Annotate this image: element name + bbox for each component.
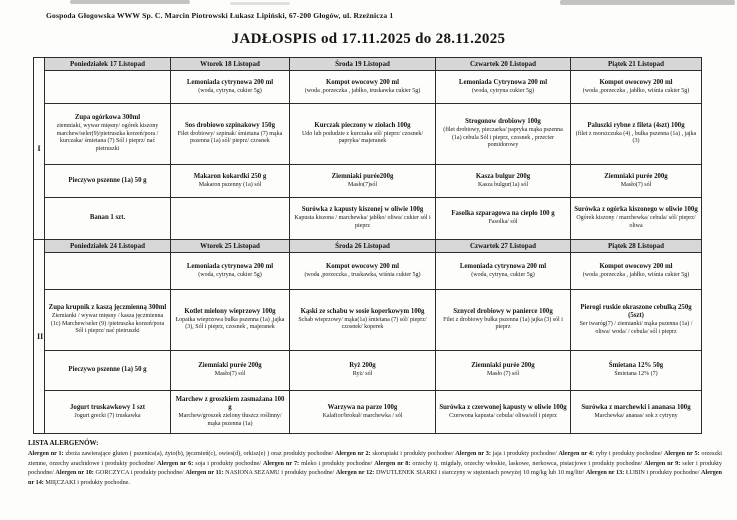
day-header-row	[34, 58, 702, 71]
dish-ingredients: Ryż/ sól	[352, 371, 373, 378]
main-dish-row	[34, 290, 702, 351]
dish-ingredients: Masło(7) sól	[214, 371, 246, 378]
page-title: JADŁOSPIS od 17.11.2025 do 28.11.2025	[231, 31, 506, 47]
day-header-monday: Poniedziałek 24 Listopad	[45, 240, 171, 253]
menu-cell	[171, 290, 290, 351]
dish-title: Banan 1 szt.	[89, 214, 126, 222]
dish-ingredients: Makaron pszenny (1a) sól	[198, 181, 262, 188]
dish-ingredients: (filet drobiowy, pieczarka/ papryka mąka pszenna (1a) cebula Sól i pieprz, czosnek , przecier pomidorowy	[443, 126, 563, 149]
dish-title: Makaron kokardki 250 g	[193, 172, 267, 180]
allergens-paragraph	[28, 449, 722, 487]
dish-title: Lemoniada cytrynowa 200 ml	[186, 78, 274, 86]
menu-cell	[290, 165, 436, 198]
dish-ingredients: Udo lub podudzie z kurczaka sól/ pieprz/ czosnek/ papryka/ majeranek	[301, 130, 424, 145]
allergen-text: orzechy tj. migdały, orzechy włoskie, laskowe, nerkowca, pistacjowe i produkty pochodne/	[410, 459, 645, 467]
dish-ingredients: (woda, cytryna cukier 5g)	[472, 87, 534, 94]
menu-cell	[571, 71, 702, 104]
allergen-label: Alergen nr 12:	[335, 469, 375, 477]
scan-artifact	[230, 2, 290, 5]
menu-cell	[571, 391, 702, 434]
dish-title: Sos drobiowo szpinakowy 150g	[185, 121, 275, 129]
dish-title: Sznycel drobiowy w panierce 100g	[453, 307, 553, 315]
allergen-label: Alergen nr 10:	[55, 469, 94, 477]
allergen-text: seler i produkty pochodne/	[28, 459, 722, 477]
dish-title: Ryż 200g	[349, 362, 376, 370]
allergen-text: DWUTLENEK SIARKI i siarczyny w stężeniach powyżej 10 mg/kg lub 10 mg/litr/	[374, 469, 586, 477]
allergens-heading: LISTA ALERGENÓW:	[28, 439, 99, 447]
allergen-label: Alergen nr 6:	[157, 459, 194, 467]
menu-table	[33, 57, 702, 434]
menu-cell	[571, 290, 702, 351]
dish-ingredients: Fasolka/ sól	[488, 219, 518, 226]
dish-title: Pieczywo pszenne (1a) 50 g	[68, 366, 147, 374]
dish-ingredients: Filet drobiowy/ szpinak/ śmietana (7) mąka pszenna (1a) sól/ pieprz/ czosnek	[177, 130, 283, 145]
dish-ingredients: Masło(7)sól	[348, 181, 377, 188]
dish-ingredients: Kapusta kiszona / marchewka/ jabłko/ oliwa/ cukier sól i pieprz	[294, 215, 431, 229]
dish-ingredients: Marchew/groszek zielony tłuszcz roślinny/ mąka pszenna (1a)	[178, 413, 282, 427]
day-header-wednesday: Środa 19 Listopad	[290, 58, 436, 71]
menu-cell	[45, 104, 171, 165]
menu-cell	[45, 391, 171, 434]
menu-cell	[290, 351, 436, 391]
dish-title: Ziemniaki purée 200g	[471, 362, 535, 370]
dish-ingredients: ziemniaki, wywar mięsny/ ogórek kiszony marchew/seler(9)/pietruszka korzeń/pora / kurczaka/ śmietana (7) Sól i pieprz/ nać pietruszki	[56, 123, 159, 153]
allergen-text: ryby i produkty pochodne/	[594, 450, 664, 457]
menu-cell	[436, 351, 571, 391]
dish-ingredients: Kalafior/brokuł/ marchewka / sól	[322, 412, 403, 419]
scan-artifact	[560, 0, 735, 5]
side-dish-row	[34, 351, 702, 391]
menu-cell	[571, 253, 702, 290]
dish-ingredients: Filet z drobiowy bułka pszenna (1a) jajka (3) sól i pieprz	[443, 316, 563, 331]
dish-title: Śmietana 12% 50g	[608, 362, 664, 370]
menu-cell	[290, 71, 436, 104]
menu-cell	[290, 253, 436, 290]
dish-title: Lemoniada Cytrynowa 200 ml	[458, 78, 548, 86]
dish-ingredients: Ziemianki / wywar mięsny / kasza jęczmienna (1c) Marchew/seler (9) /pietruszka korzeń/pora Sól i pieprz/ nać pietruszki	[50, 312, 165, 335]
dish-ingredients: Marchewka/ ananas/ sok z cytryny	[594, 412, 678, 419]
allergen-label: Alergen nr 7:	[262, 459, 300, 467]
dish-ingredients: Ogórek kiszony / marchewka/ cebula/ sól/ pieprz/ oliwa	[576, 215, 696, 229]
dish-title: Jogurt truskawkowy 1 szt	[70, 403, 145, 411]
dish-title: Pierogi ruskie okraszone cebulką 250g (5szt)	[580, 303, 692, 320]
dish-ingredients: Masło(7) sól	[620, 181, 652, 188]
dish-ingredients: Śmietana 12% (7)	[614, 371, 658, 378]
menu-cell	[171, 391, 290, 434]
dish-title: Ziemniaki purée 200g	[604, 172, 668, 180]
dish-title: Lemoniada cytrynowa 200 ml	[186, 262, 274, 270]
allergen-text: NASIONA SEZAMU i produkty pochodne/	[223, 469, 336, 477]
day-header-thursday: Czwartek 20 Listopad	[436, 58, 571, 71]
dish-ingredients: Jogurt grecki (7) truskawka	[74, 412, 141, 419]
week-1	[34, 58, 702, 240]
allergen-text: GORCZYCA i produkty pochodne/	[93, 469, 186, 477]
salad-dessert-row	[34, 391, 702, 434]
menu-cell	[436, 391, 571, 434]
dish-title: Ziemniaki purée200g	[331, 172, 394, 180]
menu-cell	[171, 198, 290, 240]
dish-ingredients: Kasza bulgur(1a) sól	[478, 181, 528, 188]
menu-cell	[45, 290, 171, 351]
allergen-text: orzeszki ziemne, orzechy arachidowe i produkty pochodne/	[28, 450, 722, 467]
menu-cell	[571, 351, 702, 391]
dish-title: Surówka z marchewki i ananasa 100g	[581, 403, 691, 411]
menu-cell	[571, 104, 702, 165]
dish-title: Surówka z ogórka kiszonego w oliwie 100g	[574, 206, 698, 214]
menu-cell	[436, 290, 571, 351]
dish-title: Marchew z groszkiem zasmażana 100 g	[175, 395, 285, 412]
day-header-monday: Poniedziałek 17 Listopad	[45, 58, 171, 71]
dish-title: Kasza bulgur 200g	[475, 172, 531, 180]
allergen-text: mleko i produkty pochodne/	[299, 459, 375, 467]
week-label: I	[34, 58, 45, 240]
dish-ingredients: Łopatka wieprzowa bułka pszenna (1a) ,jajka (3), Sól i pieprz, czosnek , majeranek	[175, 316, 285, 331]
menu-cell	[571, 198, 702, 240]
menu-cell	[45, 71, 171, 104]
main-dish-row	[34, 104, 702, 165]
dish-ingredients: Czerwona kapusta/ cebula/ oliwa/sól i pieprz	[449, 412, 557, 419]
scan-artifact	[70, 0, 190, 4]
day-header-thursday: Czwartek 27 Listopad	[436, 240, 571, 253]
allergen-text: jaja i produkty pochodne/	[490, 450, 559, 457]
allergen-section	[28, 439, 722, 487]
dish-title: Pieczywo pszenne (1a) 50 g	[68, 176, 147, 184]
menu-cell	[290, 198, 436, 240]
dish-ingredients: Ser twaróg(7) / ziemianki/ mąka pszenna (1a) / oliwa/ woda/ / cebula/ sól i pieprz	[579, 321, 693, 335]
menu-cell	[571, 165, 702, 198]
day-header-friday: Piątek 28 Listopad	[571, 240, 702, 253]
dish-ingredients: (woda ,porzeczka , jabłko, truskawka cukier 5g)	[304, 87, 421, 94]
dish-ingredients: (filet z morszczuka (4) , bułka pszenna (1a) , jajka (3)	[575, 130, 697, 145]
allergen-label: Alergen nr 5:	[663, 450, 700, 457]
week-2	[34, 240, 702, 434]
menu-cell	[290, 104, 436, 165]
menu-cell	[171, 165, 290, 198]
side-dish-row	[34, 165, 702, 198]
dish-title: Kompot owocowy 200 ml	[325, 262, 400, 270]
day-header-tuesday: Wtorek 25 Listopad	[171, 240, 290, 253]
menu-cell	[290, 290, 436, 351]
allergen-label: Alergen nr 8:	[374, 459, 411, 467]
allergen-label: Alergen nr 3:	[455, 450, 491, 457]
dish-title: Zupa ogórkowa 300ml	[74, 114, 141, 122]
allergen-text: zboża zawierające gluten ( pszenica(a), żyto(b), jęczmień(c), owies(d), orkisz(e) ) oraz produkty pochodne/	[63, 450, 335, 457]
day-header-tuesday: Wtorek 18 Listopad	[171, 58, 290, 71]
dish-title: Strogonow drobiowy 100g	[465, 118, 541, 126]
day-header-row	[34, 240, 702, 253]
dish-title: Warzywa na parze 100g	[327, 403, 398, 411]
dish-title: Kurczak pieczony w ziołach 100g	[314, 121, 411, 129]
dish-ingredients: Masło (7) sól	[487, 371, 519, 378]
day-header-wednesday: Środa 26 Listopad	[290, 240, 436, 253]
dish-ingredients: (woda, cytryna, cukier 5g)	[198, 271, 262, 278]
dish-ingredients: (woda, cytryna, cukier 5g)	[471, 271, 535, 278]
dish-title: Paluszki rybne z fileta (4szt) 100g	[587, 121, 685, 129]
allergen-label: Alergen nr 9:	[644, 459, 681, 467]
menu-cell	[171, 104, 290, 165]
allergen-label: Alergen nr 11:	[185, 469, 224, 477]
dish-title: Kompot owocowy 200 ml	[599, 78, 673, 86]
dish-ingredients: (woda ,porzeczka , truskawka, wiśnia cukier 5g)	[304, 271, 421, 278]
dish-ingredients: (woda ,porzeczka , jabłko, wiśnia cukier 5g)	[582, 87, 690, 94]
dish-title: Kompot owocowy 200 ml	[325, 78, 400, 86]
dish-title: Kotlet mielony wieprzowy 100g	[184, 307, 276, 315]
dish-ingredients: Schab wieprzowy/ mąka(1a) śmietana (7) sól/ pieprz/ czosnek/ koperek	[298, 316, 427, 331]
menu-cell	[436, 165, 571, 198]
company-address-line: Gospoda Głogowska WWW Sp. C. Marcin Piotrowski Łukasz Lipiński, 67-200 Głogów, ul. Rzeźnicza 1	[46, 11, 394, 20]
dish-title: Kąski ze schabu w sosie koperkowym 100g	[300, 307, 425, 315]
allergen-text: soja i produkty pochodne/	[193, 459, 263, 467]
menu-cell	[290, 391, 436, 434]
menu-cell	[171, 351, 290, 391]
salad-dessert-row	[34, 198, 702, 240]
dish-ingredients: (woda, cytryna, cukier 5g)	[198, 87, 262, 94]
allergen-text: MIĘCZAKI i produkty pochodne.	[43, 478, 130, 486]
dish-title: Kompot owocowy 200 ml	[599, 262, 673, 270]
allergen-label: Alergen nr 2:	[334, 450, 371, 457]
dish-title: Surówka z kapusty kiszonej w oliwie 100g	[301, 206, 424, 214]
dish-title: Lemoniada cytrynowa 200 ml	[459, 262, 547, 270]
dish-title: Surówka z czerwonej kapusty w oliwie 100g	[439, 403, 567, 411]
allergen-label: Alergen nr 14:	[28, 469, 722, 486]
allergen-label: Alergen nr 1:	[28, 450, 64, 457]
week-label: II	[34, 240, 45, 434]
menu-cell	[171, 71, 290, 104]
dish-ingredients: (woda ,porzeczka , jabłko, wiśnia cukier 5g)	[582, 271, 690, 278]
menu-cell	[45, 165, 171, 198]
menu-cell	[436, 104, 571, 165]
dish-title: Fasolka szparagowa na ciepło 100 g	[451, 210, 555, 218]
day-header-friday: Piątek 21 Listopad	[571, 58, 702, 71]
allergen-text: skorupiaki i produkty pochodne/	[370, 450, 456, 457]
menu-cell	[45, 351, 171, 391]
dish-title: Ziemniaki purée 200g	[198, 362, 262, 370]
menu-cell	[436, 253, 571, 290]
menu-cell	[436, 198, 571, 240]
dish-title: Zupa krupnik z kaszą jęczmienną 300ml	[48, 304, 167, 312]
drinks-row	[34, 253, 702, 290]
allergen-label: Alergen nr 13:	[585, 469, 625, 477]
drinks-row	[34, 71, 702, 104]
menu-cell	[436, 71, 571, 104]
menu-cell	[45, 253, 171, 290]
menu-cell	[45, 198, 171, 240]
allergen-label: Alergen nr 4:	[558, 450, 595, 457]
allergen-text: ŁUBIN i produkty pochodne/	[624, 469, 702, 477]
menu-cell	[171, 253, 290, 290]
